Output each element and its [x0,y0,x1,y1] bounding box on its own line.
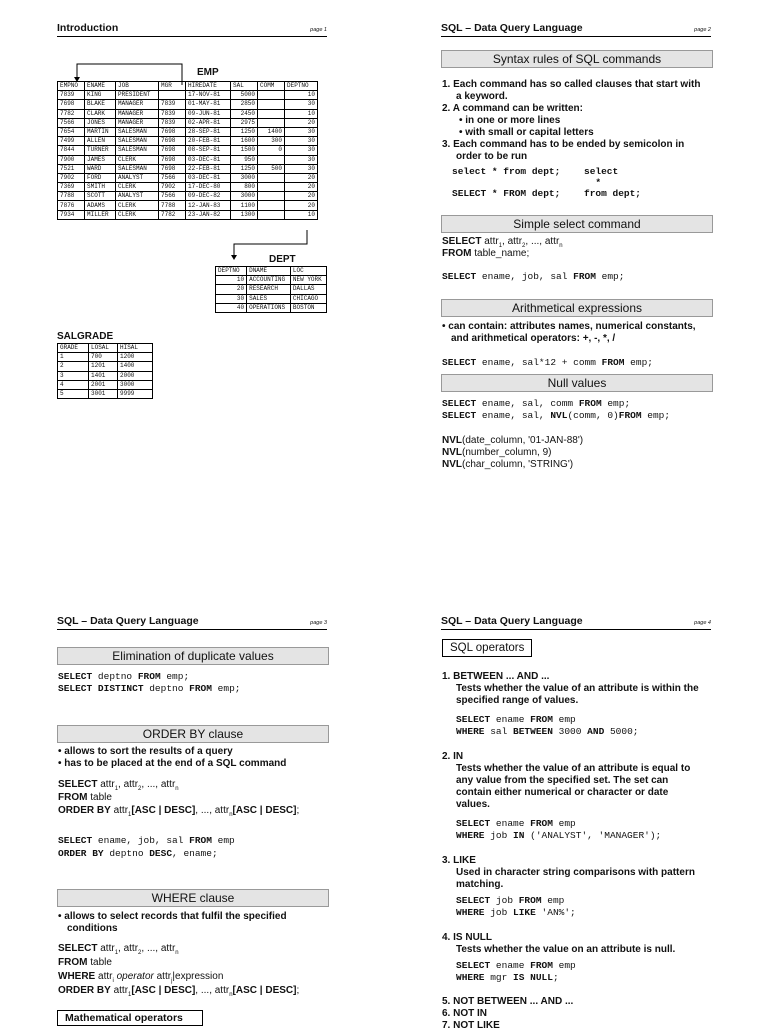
table-cell: 20 [216,285,247,294]
table-cell: 800 [231,183,258,192]
table-cell: 20 [285,201,318,210]
table-cell: RESEARCH [247,285,291,294]
column-header: MGR [159,82,186,91]
column-header: LOSAL [89,344,118,353]
rule-1-cont: a keyword. [456,91,508,102]
nvl-example-number: NVL(number_column, 9) [442,447,552,458]
table-row [58,353,153,362]
table-cell [258,155,285,164]
table-cell: 7788 [58,192,85,201]
table-cell: 7698 [159,164,186,173]
column-header: ENAME [85,82,116,91]
table-cell: 2000 [118,371,153,380]
operator-between-desc-2: specified range of values. [456,695,579,706]
table-cell: 1400 [258,127,285,136]
table-cell: 3000 [231,192,258,201]
table-cell: 09-DEC-82 [186,192,231,201]
table-cell: ANALYST [116,173,159,182]
table-cell: SALESMAN [116,127,159,136]
table-cell [258,173,285,182]
table-cell: 20 [285,118,318,127]
table-cell: ANALYST [116,192,159,201]
operator-like-desc-2: matching. [456,879,504,890]
table-cell [258,100,285,109]
table-cell: 7782 [159,210,186,219]
simple-select-syntax: SELECT attr$_1$, attr$_2$, ..., attr$_n$ [442,236,563,249]
table-cell [258,118,285,127]
table-cell: 500 [258,164,285,173]
table-cell: CLERK [116,183,159,192]
table-row [58,201,318,210]
table-cell: 17-DEC-80 [186,183,231,192]
table-row [58,127,318,136]
table-cell: 12-JAN-83 [186,201,231,210]
rule-2b: • with small or capital letters [459,127,594,138]
table-cell: 1250 [231,127,258,136]
table-cell: 7839 [159,118,186,127]
rule-3: 3. Each command has to be ended by semicolon in [442,139,685,150]
rule-1: 1. Each command has so called clauses that start with [442,79,701,90]
table-cell: 950 [231,155,258,164]
rule-2: 2. A command can be written: [442,103,583,114]
table-cell: CLERK [116,210,159,219]
table-cell: SCOTT [85,192,116,201]
page-number: page 1 [310,27,327,33]
nvl-example-char: NVL(char_column, 'STRING') [442,459,574,470]
table-cell: 1500 [231,146,258,155]
table-cell: 10 [285,210,318,219]
table-cell: BLAKE [85,100,116,109]
null-example-1: SELECT ename, sal, comm FROM emp; [442,398,631,409]
table-cell: 1401 [89,371,118,380]
table-header-row [58,344,153,353]
dept-table-label: DEPT [269,254,296,265]
table-header-row [216,267,327,276]
table-cell: 1 [58,353,89,362]
table-cell: JAMES [85,155,116,164]
table-row [58,210,318,219]
example-multiline-2: * [595,177,602,188]
table-row [58,146,318,155]
table-row [58,164,318,173]
table-row [58,362,153,371]
like-example-2: WHERE job LIKE 'AN%'; [456,907,576,918]
table-cell: 3000 [118,380,153,389]
page-title: Introduction [57,22,119,34]
operator-not-between: 5. NOT BETWEEN ... AND ... [442,996,574,1007]
column-header: EMPNO [58,82,85,91]
where-syntax-where: WHERE attr$_i$ operator attr$_j$|expression [58,971,224,984]
order-bullet-2: • has to be placed at the end of a SQL command [58,758,287,769]
column-header: HIREDATE [186,82,231,91]
is-null-example-2: WHERE mgr IS NULL; [456,972,559,983]
order-syntax-orderby: ORDER BY attr$_1$[ASC | DESC], ..., attr$_n$[ASC | DESC]; [58,805,300,818]
operator-in-desc-2: any value from the specified set. The set can [456,775,669,786]
table-cell: 03-DEC-81 [186,173,231,182]
operator-in-desc-3: contain either numerical or character or date [456,787,669,798]
operator-in: 2. IN [442,751,464,762]
table-cell: SALES [247,294,291,303]
operator-is-null-desc: Tests whether the value on an attribute is null. [456,944,676,955]
table-cell: 7698 [58,100,85,109]
table-cell: 3000 [231,173,258,182]
table-row [58,91,318,100]
rule-3-cont: order to be run [456,151,528,162]
table-row [58,380,153,389]
table-row [58,173,318,182]
table-cell [258,91,285,100]
table-cell: 7698 [159,137,186,146]
like-example-1: SELECT job FROM emp [456,895,565,906]
table-cell: 7839 [159,100,186,109]
table-cell: 7369 [58,183,85,192]
null-example-2: SELECT ename, sal, NVL(comm, 0)FROM emp; [442,410,671,421]
table-cell: 28-SEP-81 [186,127,231,136]
page-number: page 2 [694,27,711,33]
table-cell: MANAGER [116,109,159,118]
table-cell: 7499 [58,137,85,146]
table-cell: SMITH [85,183,116,192]
table-cell: 1250 [231,164,258,173]
dup-example-2: SELECT DISTINCT deptno FROM emp; [58,683,241,694]
table-cell: 7698 [159,127,186,136]
table-cell [258,183,285,192]
table-cell [258,192,285,201]
table-cell: 02-APR-81 [186,118,231,127]
table-cell: CHICAGO [290,294,326,303]
table-cell: 7782 [58,109,85,118]
table-cell: 30 [285,146,318,155]
table-row [58,155,318,164]
table-cell: 20 [285,183,318,192]
table-cell: 23-JAN-82 [186,210,231,219]
page-title: SQL – Data Query Language [57,615,199,627]
table-cell: 0 [258,146,285,155]
table-cell [258,109,285,118]
column-header: DNAME [247,267,291,276]
operator-is-null: 4. IS NULL [442,932,493,943]
table-cell: KING [85,91,116,100]
table-cell: MILLER [85,210,116,219]
table-row [58,118,318,127]
arith-bullet: • can contain: attributes names, numerical constants, [442,321,696,332]
operator-between-desc: Tests whether the value of an attribute is within the [456,683,699,694]
table-cell: 7698 [159,146,186,155]
table-row [58,371,153,380]
in-example-2: WHERE job IN ('ANALYST', 'MANAGER'); [456,830,662,841]
operator-like-desc-1: Used in character string comparisons with pattern [456,867,695,878]
nvl-example-date: NVL(date_column, '01-JAN-88') [442,435,584,446]
table-cell: 1300 [231,210,258,219]
section-title-sql-operators: SQL operators [442,639,532,657]
column-header: LOC [290,267,326,276]
dept-table [215,266,327,313]
page-number: page 3 [310,620,327,626]
arith-bullet-cont: and arithmetical operators: +, -, *, / [451,333,616,344]
page-1 [57,22,327,472]
table-cell: ALLEN [85,137,116,146]
table-cell: NEW YORK [290,276,326,285]
table-cell: 7839 [159,109,186,118]
table-cell: 10 [285,109,318,118]
page-4 [441,615,711,1031]
operator-not-like: 7. NOT LIKE [442,1020,500,1031]
dup-example-1: SELECT deptno FROM emp; [58,671,190,682]
table-cell: 2001 [89,380,118,389]
table-cell: 3001 [89,389,118,398]
operator-in-desc-4: values. [456,799,490,810]
page-number: page 4 [694,620,711,626]
table-cell: ACCOUNTING [247,276,291,285]
table-cell: OPERATIONS [247,303,291,312]
salgrade-table-label: SALGRADE [57,331,114,342]
column-header: HISAL [118,344,153,353]
table-cell [258,201,285,210]
table-cell: 4 [58,380,89,389]
table-cell: 7876 [58,201,85,210]
example-lowercase: select * from dept; [452,166,561,177]
table-cell: 7902 [58,173,85,182]
table-cell: 5000 [231,91,258,100]
column-header: JOB [116,82,159,91]
page-header [57,615,327,630]
order-bullet-1: • allows to sort the results of a query [58,746,233,757]
table-cell: 7839 [58,91,85,100]
where-bullet-cont: conditions [67,923,118,934]
table-row [216,285,327,294]
table-cell: CLERK [116,155,159,164]
table-cell: JONES [85,118,116,127]
table-cell: CLARK [85,109,116,118]
between-example-2: WHERE sal BETWEEN 3000 AND 5000; [456,726,639,737]
table-cell: 10 [216,276,247,285]
column-header: DEPTNO [216,267,247,276]
order-syntax-from: FROM table [58,792,112,803]
table-cell: 22-FEB-81 [186,164,231,173]
table-cell [258,210,285,219]
emp-table-label: EMP [197,67,219,78]
table-cell: DALLAS [290,285,326,294]
table-cell: 30 [285,100,318,109]
page-title: SQL – Data Query Language [441,615,583,627]
table-cell: 20-FEB-81 [186,137,231,146]
order-example-2: ORDER BY deptno DESC, ename; [58,848,218,859]
order-example-1: SELECT ename, job, sal FROM emp [58,835,235,846]
table-cell: 01-MAY-81 [186,100,231,109]
table-cell: 1201 [89,362,118,371]
section-title-null: Null values [441,374,713,392]
page-3 [57,615,327,1024]
between-example-1: SELECT ename FROM emp [456,714,576,725]
table-cell: SALESMAN [116,137,159,146]
example-multiline-1: select [584,166,619,177]
column-header: COMM [258,82,285,91]
where-syntax-from: FROM table [58,957,112,968]
operator-not-in: 6. NOT IN [442,1008,488,1019]
table-cell: 3 [58,371,89,380]
section-title-order-by: ORDER BY clause [57,725,329,743]
arith-example: SELECT ename, sal*12 + comm FROM emp; [442,357,653,368]
table-cell: 30 [285,137,318,146]
table-cell: 9999 [118,389,153,398]
page-header [441,22,711,37]
operator-between: 1. BETWEEN ... AND ... [442,671,550,682]
column-header: DEPTNO [285,82,318,91]
table-cell: 1400 [118,362,153,371]
table-row [58,183,318,192]
table-cell: 30 [285,164,318,173]
table-cell: 7902 [159,183,186,192]
is-null-example-1: SELECT ename FROM emp [456,960,576,971]
table-cell: 09-JUN-81 [186,109,231,118]
table-cell: 08-SEP-81 [186,146,231,155]
table-cell: 2450 [231,109,258,118]
simple-select-example: SELECT ename, job, sal FROM emp; [442,271,625,282]
table-cell: 2975 [231,118,258,127]
table-cell: 03-DEC-81 [186,155,231,164]
order-syntax-select: SELECT attr$_1$, attr$_2$, ..., attr$_n$ [58,779,179,792]
operator-like: 3. LIKE [442,855,476,866]
table-cell: 300 [258,137,285,146]
example-uppercase: SELECT * FROM dept; [452,188,561,199]
table-cell: 20 [285,173,318,182]
salgrade-table [57,343,153,399]
table-cell: 7788 [159,201,186,210]
table-cell: 700 [89,353,118,362]
example-multiline-3: from dept; [584,188,642,199]
table-cell: CLERK [116,201,159,210]
table-cell: MANAGER [116,118,159,127]
where-syntax-orderby: ORDER BY attr$_1$[ASC | DESC], ..., attr$_n$[ASC | DESC]; [58,985,300,998]
table-cell: TURNER [85,146,116,155]
table-cell: 1100 [231,201,258,210]
table-cell: SALESMAN [116,146,159,155]
table-cell: 17-NOV-81 [186,91,231,100]
table-cell: 30 [285,155,318,164]
column-header: GRADE [58,344,89,353]
table-cell: 7844 [58,146,85,155]
column-header: SAL [231,82,258,91]
table-cell: MARTIN [85,127,116,136]
table-cell: 7900 [58,155,85,164]
page-2 [441,22,711,482]
table-cell: WARD [85,164,116,173]
emp-table [57,81,318,220]
table-cell: 1200 [118,353,153,362]
table-cell: 40 [216,303,247,312]
table-row [58,100,318,109]
table-row [58,137,318,146]
table-cell: 30 [216,294,247,303]
table-row [216,294,327,303]
table-row [216,276,327,285]
table-cell: ADAMS [85,201,116,210]
section-title-math-operators: Mathematical operators [57,1010,203,1026]
table-cell: 10 [285,91,318,100]
page-header [441,615,711,630]
table-cell: 30 [285,127,318,136]
table-cell: MANAGER [116,100,159,109]
table-cell: 7934 [58,210,85,219]
table-cell: 7566 [58,118,85,127]
table-cell: 20 [285,192,318,201]
table-cell: 5 [58,389,89,398]
table-cell: PRESIDENT [116,91,159,100]
table-cell: 2 [58,362,89,371]
table-cell: 7566 [159,192,186,201]
table-header-row [58,82,318,91]
simple-from-syntax: FROM table_name; [442,248,530,259]
rule-2a: • in one or more lines [459,115,561,126]
table-cell: 2850 [231,100,258,109]
table-row [58,192,318,201]
table-cell: BOSTON [290,303,326,312]
section-title-duplicates: Elimination of duplicate values [57,647,329,665]
section-title-arithmetic: Arithmetical expressions [441,299,713,317]
table-cell: 7566 [159,173,186,182]
where-syntax-select: SELECT attr$_1$, attr$_2$, ..., attr$_n$ [58,943,179,956]
section-title-syntax: Syntax rules of SQL commands [441,50,713,68]
section-title-where: WHERE clause [57,889,329,907]
table-cell: 1600 [231,137,258,146]
where-bullet: • allows to select records that fulfil the specified [58,911,287,922]
table-cell: 7521 [58,164,85,173]
operator-in-desc-1: Tests whether the value of an attribute is equal to [456,763,691,774]
table-cell: FORD [85,173,116,182]
page-title: SQL – Data Query Language [441,22,583,34]
table-cell: SALESMAN [116,164,159,173]
table-row [58,389,153,398]
table-row [58,109,318,118]
table-row [216,303,327,312]
table-cell: 7698 [159,155,186,164]
table-cell [159,91,186,100]
in-example-1: SELECT ename FROM emp [456,818,576,829]
section-title-simple-select: Simple select command [441,215,713,233]
table-cell: 7654 [58,127,85,136]
